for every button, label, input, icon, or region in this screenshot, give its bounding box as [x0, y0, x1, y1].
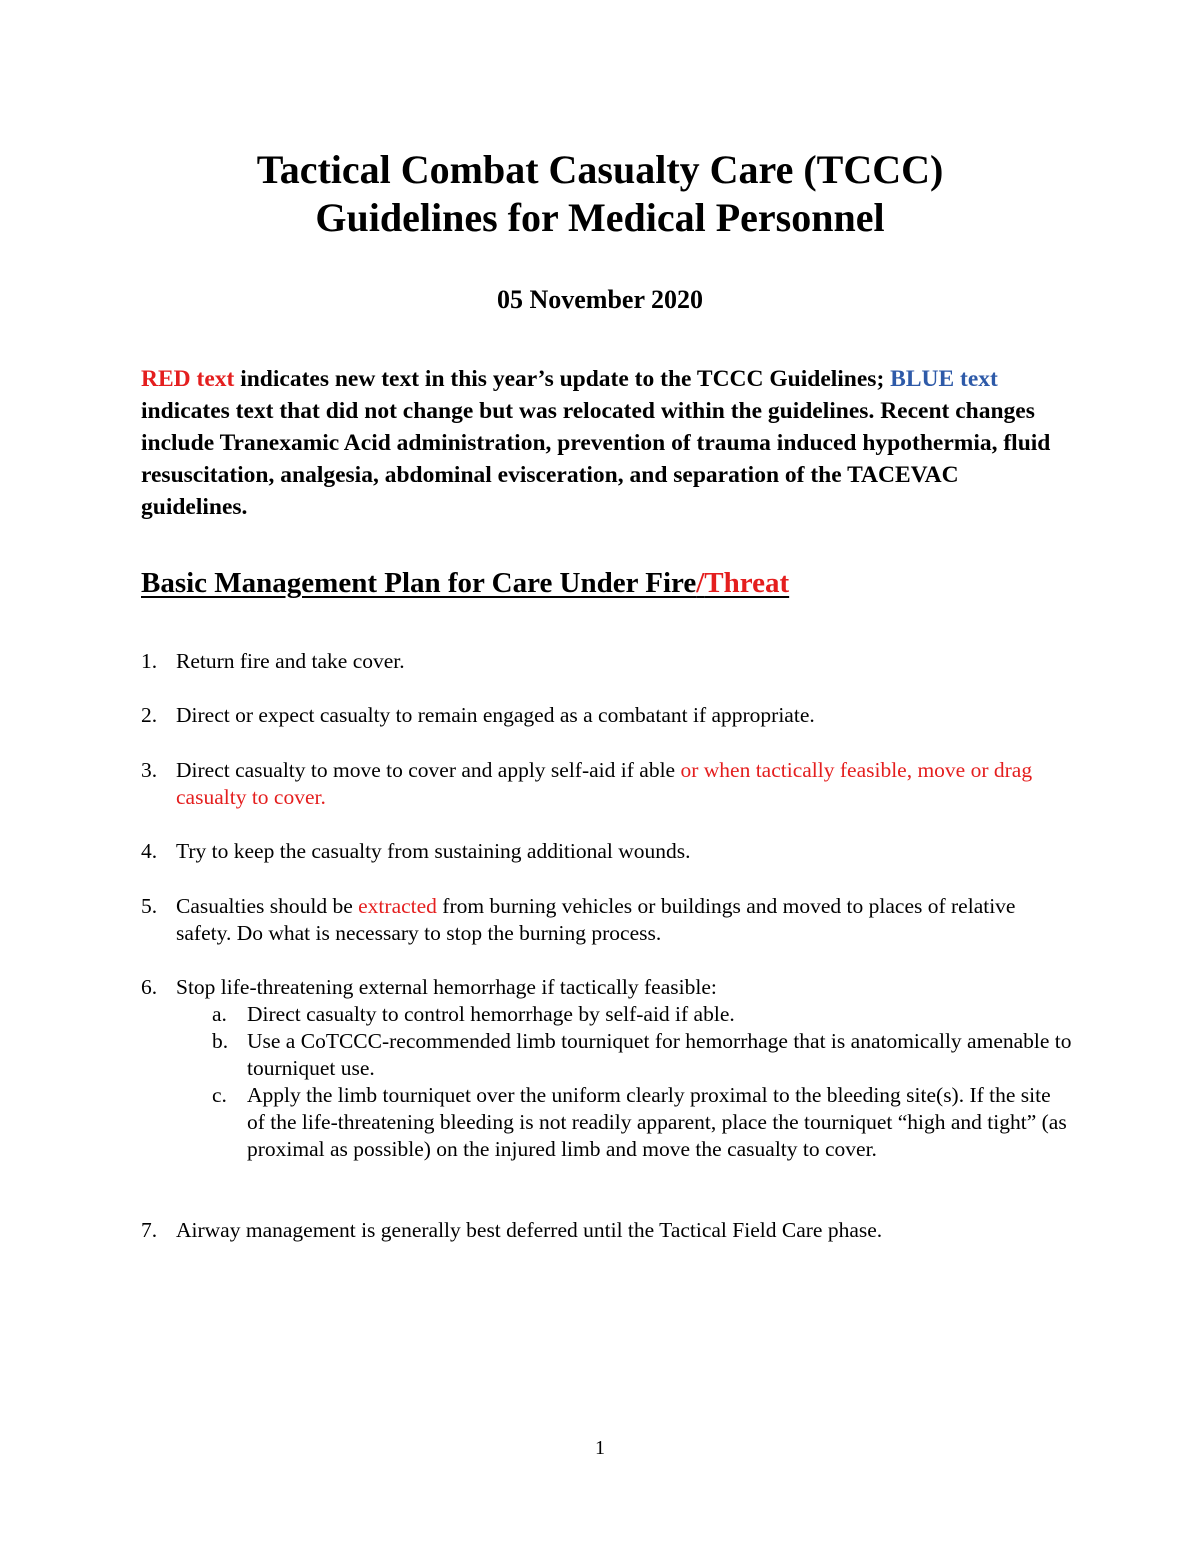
list-item-text: Direct or expect casualty to remain engaged as a combatant if appropriate. [176, 703, 815, 727]
list-item-number: 6. [141, 975, 158, 999]
list-item-text-normal: from burning vehicles or buildings and moved to places of relative safety. Do what is necessary to stop the burning process. [176, 894, 1016, 945]
list-item-text-normal: Casualties should be [176, 894, 359, 918]
list-item-text-red: extracted [358, 894, 437, 918]
list-item-text: Return fire and take cover. [176, 649, 405, 673]
list-item-number: 5. [141, 894, 158, 918]
list-item [141, 757, 1061, 811]
sub-list-item [212, 1001, 1072, 1028]
list-item-text-red: or when tactically feasible, move or drag casualty to cover. [176, 758, 1033, 809]
list-item-number: 2. [141, 703, 158, 727]
sub-list-item-letter: c. [212, 1083, 227, 1107]
list-item [141, 893, 1061, 947]
document-date: 05 November 2020 [496, 285, 704, 314]
section-heading-text: Basic Management Plan for Care Under Fire [141, 567, 697, 599]
list-item-text: Try to keep the casualty from sustaining additional wounds. [176, 839, 691, 863]
blue-text-label: BLUE text [890, 366, 998, 392]
section-heading-red-text: Threat [704, 567, 790, 599]
list-item-number: 3. [141, 758, 158, 782]
list-item-number: 7. [141, 1218, 158, 1242]
sub-list-item-letter: b. [212, 1029, 229, 1053]
document-title-line2: Guidelines for Medical Personnel [315, 195, 885, 240]
list-item [141, 838, 1061, 865]
list-item-text [176, 757, 1061, 811]
intro-text-part2: indicates text that did not change but was relocated within the guidelines. Recent changes include Tranexamic Acid administration, prevention of trauma induced hypothermia, fluid resuscitation, analgesia, abdominal evisceration, and separation of the TACEVAC guidelines. [141, 398, 1051, 520]
document-title-line1: Tactical Combat Casualty Care (TCCC) [256, 147, 944, 192]
intro-text-part1: indicates new text in this year’s update to the TCCC Guidelines; [234, 366, 891, 392]
sub-list-item-text: Use a CoTCCC-recommended limb tourniquet for hemorrhage that is anatomically amenable to tourniquet use. [247, 1029, 1072, 1080]
red-text-label: RED text [141, 366, 235, 392]
section-heading [141, 563, 789, 603]
list-item-text: Stop life-threatening external hemorrhage if tactically feasible: [176, 975, 717, 999]
list-item-text-normal: Direct casualty to move to cover and apply self-aid if able [176, 758, 681, 782]
section-heading-slash: / [696, 567, 705, 599]
page-number: 1 [595, 1437, 605, 1459]
sub-list-item [212, 1082, 1072, 1163]
list-item [141, 1217, 1061, 1244]
list-item [141, 974, 1061, 1001]
list-item-text: Airway management is generally best deferred until the Tactical Field Care phase. [176, 1218, 883, 1242]
list-item [141, 648, 1061, 675]
sub-list-item-text: Direct casualty to control hemorrhage by self-aid if able. [247, 1002, 735, 1026]
sub-list-item-text: Apply the limb tourniquet over the uniform clearly proximal to the bleeding site(s). If the site of the life-threatening bleeding is not readily apparent, place the tourniquet “high and tight” (as proximal as possible) on the injured limb and move the casualty to cover. [247, 1083, 1067, 1161]
list-item-number: 1. [141, 649, 158, 673]
list-item [141, 702, 1061, 729]
sub-list-item [212, 1028, 1072, 1082]
list-item-number: 4. [141, 839, 158, 863]
list-item-text [176, 893, 1061, 947]
sub-list-item-letter: a. [212, 1002, 227, 1026]
intro-paragraph [141, 363, 1061, 523]
